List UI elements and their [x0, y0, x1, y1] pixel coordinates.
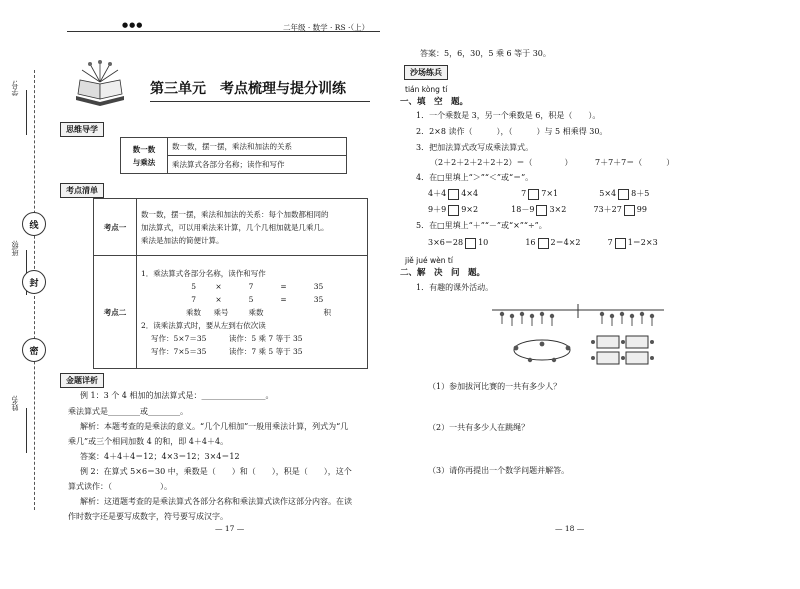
example-2b: 算式读作：（ ）。	[68, 482, 172, 491]
formula-row-2	[141, 293, 363, 306]
seal-char-1: 线	[22, 212, 46, 236]
student-id-line	[26, 90, 27, 135]
point-1-line-1: 数一数，摆一摆，乘法和加法的关系：每个加数都相同的	[141, 209, 329, 219]
q4-5b: 3×2	[549, 205, 567, 214]
activity-illustration	[492, 296, 664, 370]
points-table	[93, 198, 368, 369]
mindmap-table	[120, 137, 347, 174]
q4-row1	[428, 188, 649, 200]
q4-2a: 7	[521, 189, 527, 198]
name-label: 姓名:	[11, 395, 19, 412]
seal-char-2: 封	[22, 270, 46, 294]
f2-b: 5	[248, 294, 254, 304]
title-underline	[150, 101, 370, 102]
name-factor-2: 乘数	[248, 307, 264, 317]
name-factor-1: 乘数	[186, 307, 201, 317]
section-mindmap-label: 思维导学	[60, 122, 104, 137]
q3a: （2＋2＋2＋2＋2＋2）＝（ ）	[430, 158, 573, 167]
section-solve-title: 二、解 决 问 题。	[400, 268, 486, 278]
analysis-1b: 乘几”或三个相同加数 4 的和，即 4＋4＋4。	[68, 437, 229, 446]
f1-b: 7	[248, 281, 254, 291]
q2: 2．2×8 读作（ ），（ ）与 5 相乘得 30。	[416, 127, 608, 136]
pinyin-fill: tián kòng tí	[405, 85, 448, 94]
q4-3a: 5×4	[599, 189, 617, 198]
q5: 5．在□里填上“＋”“－”或“×”“÷”。	[416, 221, 547, 230]
q5-1a: 3×6＝28	[428, 238, 464, 247]
mindmap-item-1: 数一数，摆一摆，乘法和加法的关系	[168, 138, 347, 156]
q4-4-box[interactable]	[448, 205, 459, 216]
answer-1: 答案：4＋4＋4＝12；4×3＝12；3×4＝12	[80, 452, 240, 461]
mindmap-node: 数一数 与乘法	[121, 138, 168, 174]
q3b: 7＋7＋7＝（ ）	[595, 158, 675, 167]
q5-2-box[interactable]	[538, 238, 549, 249]
q5-3-box[interactable]	[615, 238, 626, 249]
example-1: 例 1：3 个 4 相加的加法算式是：________________。	[80, 391, 274, 400]
formula-row-1	[141, 280, 363, 293]
header-rule	[67, 31, 380, 32]
q5-3b: 1＝2×3	[627, 238, 658, 247]
q4-6b: 99	[636, 205, 647, 214]
mindmap-item-2: 乘法算式各部分名称；读作和写作	[168, 156, 347, 174]
f1-op: ×	[215, 281, 222, 291]
q1: 1．一个乘数是 3，另一个乘数是 6，积是（ ）。	[416, 111, 601, 120]
q4-1b: 4×4	[461, 189, 479, 198]
q3: 3．把加法算式改写成乘法算式。	[416, 143, 534, 152]
q5-2b: 2＝4×2	[550, 238, 581, 247]
q4-3b: 8＋5	[631, 189, 650, 198]
problem-1c: （3）请你再提出一个数学问题并解答。	[428, 466, 570, 475]
answer-2: 答案：5，6，30，5 乘 6 等于 30。	[420, 49, 551, 58]
seal-char-3: 密	[22, 338, 46, 362]
point-2-line-2: 2．读乘法算式时，要从左到右依次读	[141, 320, 266, 330]
q4-4a: 9＋9	[428, 205, 447, 214]
point-2-line-1: 1．乘法算式各部分名称，读作和写作	[141, 268, 266, 278]
header-grade: 二年级 · 数学 · RS ·（上）	[283, 23, 370, 32]
q4-row2	[428, 204, 647, 216]
q4: 4．在□里填上“＞”“＜”或“＝”。	[416, 173, 534, 182]
q4-3-box[interactable]	[618, 189, 629, 200]
f2-eq: =	[280, 294, 287, 304]
q5-1b: 10	[478, 238, 489, 247]
unit-title: 第三单元 考点梳理与提分训练	[150, 81, 346, 97]
q4-5-box[interactable]	[536, 205, 547, 216]
f2-r: 35	[313, 294, 324, 304]
q5-2a: 16	[525, 238, 536, 247]
example-1b: 乘法算式是________或________。	[68, 407, 188, 416]
student-id-label: 学号:	[11, 80, 19, 97]
pinyin-solve: jiě jué wèn tí	[405, 256, 453, 265]
q4-2b: 7×1	[541, 189, 559, 198]
book-illustration	[70, 60, 130, 108]
section-practice-label: 沙场练兵	[404, 65, 448, 80]
page-number-left: — 17 —	[215, 524, 245, 533]
f2-op: ×	[215, 294, 222, 304]
name-sign: 乘号	[213, 307, 229, 317]
f1-r: 35	[313, 281, 324, 291]
analysis-2b: 作时数字还是要写成数字，符号要写成汉字。	[68, 512, 228, 521]
q5-1-box[interactable]	[465, 238, 476, 249]
q4-2-box[interactable]	[528, 189, 539, 200]
f1-eq: =	[280, 281, 287, 291]
point-2-line-4: 写作：7×5＝35 读作：7 乘 5 等于 35	[151, 346, 303, 356]
q4-6-box[interactable]	[624, 205, 635, 216]
problem-1: 1．有趣的课外活动。	[416, 283, 494, 292]
class-label: 班级:	[11, 240, 19, 257]
section-fill-title: 一、填 空 题。	[400, 97, 469, 107]
example-2: 例 2：在算式 5×6＝30 中，乘数是（ ）和（ ），积是（ ），这个	[80, 467, 352, 476]
q5-row	[428, 237, 658, 249]
point-1-line-2: 加法算式，可以用乘法来计算，几个几相加就是几乘几。	[141, 222, 329, 232]
name-product: 积	[323, 307, 331, 317]
q5-3a: 7	[607, 238, 613, 247]
f1-a: 5	[191, 281, 196, 291]
analysis-1: 解析：本题考查的是乘法的意义。“几个几相加”一般用乘法计算，列式为“几	[80, 422, 349, 431]
point-2-line-3: 写作：5×7＝35 读作：5 乘 7 等于 35	[151, 333, 303, 343]
section-points-label: 考点清单	[60, 183, 104, 198]
problem-1b: （2）一共有多少人在跳绳？	[428, 423, 530, 432]
formula-names	[141, 306, 363, 319]
point-2-label: 考点二	[94, 256, 137, 369]
point-1-label: 考点一	[94, 199, 137, 256]
point-1-line-3: 乘法是加法的简便计算。	[141, 235, 224, 245]
q4-6a: 73＋27	[593, 205, 622, 214]
q4-4b: 9×2	[461, 205, 479, 214]
q4-5a: 18－9	[511, 205, 535, 214]
page-number-right: — 18 —	[555, 524, 585, 533]
binding-gutter	[8, 70, 53, 510]
f2-a: 7	[191, 294, 196, 304]
analysis-2: 解析：这道题考查的是乘法算式各部分名称和乘法算式读作这部分内容。在读	[80, 497, 352, 506]
q4-1-box[interactable]	[448, 189, 459, 200]
name-line	[26, 408, 27, 453]
section-examples-label: 金题详析	[60, 373, 104, 388]
problem-1a: （1）参加拔河比赛的一共有多少人？	[428, 382, 562, 391]
header-dots: ●●●	[122, 21, 144, 29]
q4-1a: 4＋4	[428, 189, 447, 198]
